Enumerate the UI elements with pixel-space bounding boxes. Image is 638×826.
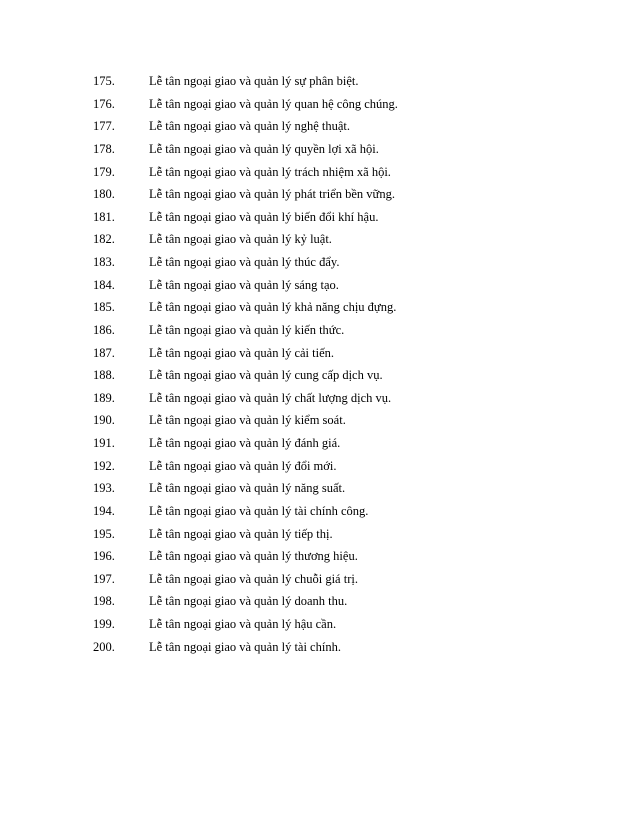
list-item <box>0 299 638 322</box>
numbered-list <box>0 73 638 661</box>
item-text: Lễ tân ngoại giao và quản lý kiến thức. <box>149 322 345 337</box>
list-item <box>0 141 638 164</box>
item-number: 193. <box>93 481 115 496</box>
item-text: Lễ tân ngoại giao và quản lý quan hệ công chúng. <box>149 96 398 111</box>
item-text: Lễ tân ngoại giao và quản lý tiếp thị. <box>149 526 333 541</box>
item-number: 178. <box>93 141 115 156</box>
item-number: 177. <box>93 119 115 134</box>
item-text: Lễ tân ngoại giao và quản lý nghệ thuật. <box>149 119 350 134</box>
item-number: 192. <box>93 458 115 473</box>
item-number: 189. <box>93 390 115 405</box>
item-text: Lễ tân ngoại giao và quản lý đánh giá. <box>149 436 341 450</box>
list-item <box>0 209 638 232</box>
item-text: Lễ tân ngoại giao và quản lý cải tiến. <box>149 345 335 360</box>
list-item <box>0 367 638 390</box>
item-text: Lễ tân ngoại giao và quản lý khả năng chịu đựng. <box>149 300 397 315</box>
list-item <box>0 254 638 277</box>
item-text: Lễ tân ngoại giao và quản lý quyền lợi xã hội. <box>149 141 379 156</box>
item-number: 182. <box>93 232 115 247</box>
item-text: Lễ tân ngoại giao và quản lý sự phân biệt. <box>149 74 359 88</box>
list-item <box>0 503 638 526</box>
item-number: 190. <box>93 413 115 428</box>
list-item <box>0 118 638 141</box>
list-item <box>0 639 638 662</box>
list-item <box>0 345 638 368</box>
list-item <box>0 96 638 119</box>
item-number: 180. <box>93 187 115 202</box>
item-text: Lễ tân ngoại giao và quản lý biến đổi khí hậu. <box>149 209 379 224</box>
list-item <box>0 412 638 435</box>
list-item <box>0 571 638 594</box>
item-number: 184. <box>93 277 115 292</box>
list-item <box>0 593 638 616</box>
list-item <box>0 548 638 571</box>
item-text: Lễ tân ngoại giao và quản lý chất lượng dịch vụ. <box>149 390 392 405</box>
item-number: 186. <box>93 322 115 337</box>
item-number: 191. <box>93 436 115 450</box>
list-item <box>0 164 638 187</box>
item-text: Lễ tân ngoại giao và quản lý tài chính công. <box>149 503 369 518</box>
list-item <box>0 231 638 254</box>
list-item <box>0 435 638 458</box>
item-text: Lễ tân ngoại giao và quản lý đổi mới. <box>149 458 337 473</box>
list-item <box>0 390 638 413</box>
item-number: 188. <box>93 368 115 383</box>
item-number: 183. <box>93 255 115 269</box>
item-text: Lễ tân ngoại giao và quản lý phát triển bền vững. <box>149 187 395 202</box>
list-item <box>0 458 638 481</box>
list-item <box>0 526 638 549</box>
item-text: Lễ tân ngoại giao và quản lý tài chính. <box>149 639 341 654</box>
item-number: 176. <box>93 96 115 111</box>
item-number: 194. <box>93 503 115 518</box>
list-item <box>0 277 638 300</box>
item-number: 181. <box>93 209 115 224</box>
item-text: Lễ tân ngoại giao và quản lý hậu cần. <box>149 617 337 631</box>
list-item <box>0 73 638 96</box>
list-item <box>0 616 638 639</box>
item-text: Lễ tân ngoại giao và quản lý sáng tạo. <box>149 277 339 292</box>
item-text: Lễ tân ngoại giao và quản lý kỷ luật. <box>149 232 332 247</box>
item-number: 196. <box>93 549 115 564</box>
item-text: Lễ tân ngoại giao và quản lý doanh thu. <box>149 594 348 609</box>
item-text: Lễ tân ngoại giao và quản lý năng suất. <box>149 481 346 496</box>
list-item <box>0 186 638 209</box>
item-text: Lễ tân ngoại giao và quản lý chuỗi giá trị. <box>149 571 358 586</box>
item-text: Lễ tân ngoại giao và quản lý thúc đẩy. <box>149 255 340 269</box>
item-text: Lễ tân ngoại giao và quản lý cung cấp dịch vụ. <box>149 368 383 383</box>
item-number: 187. <box>93 345 115 360</box>
item-text: Lễ tân ngoại giao và quản lý kiểm soát. <box>149 413 346 428</box>
item-number: 179. <box>93 164 115 179</box>
item-number: 185. <box>93 300 115 315</box>
list-item <box>0 322 638 345</box>
item-number: 197. <box>93 571 115 586</box>
item-number: 195. <box>93 526 115 541</box>
list-item <box>0 480 638 503</box>
item-text: Lễ tân ngoại giao và quản lý thương hiệu. <box>149 549 358 564</box>
item-number: 200. <box>93 639 115 654</box>
item-number: 199. <box>93 617 115 631</box>
item-text: Lễ tân ngoại giao và quản lý trách nhiệm xã hội. <box>149 164 391 179</box>
item-number: 175. <box>93 74 115 88</box>
item-number: 198. <box>93 594 115 609</box>
